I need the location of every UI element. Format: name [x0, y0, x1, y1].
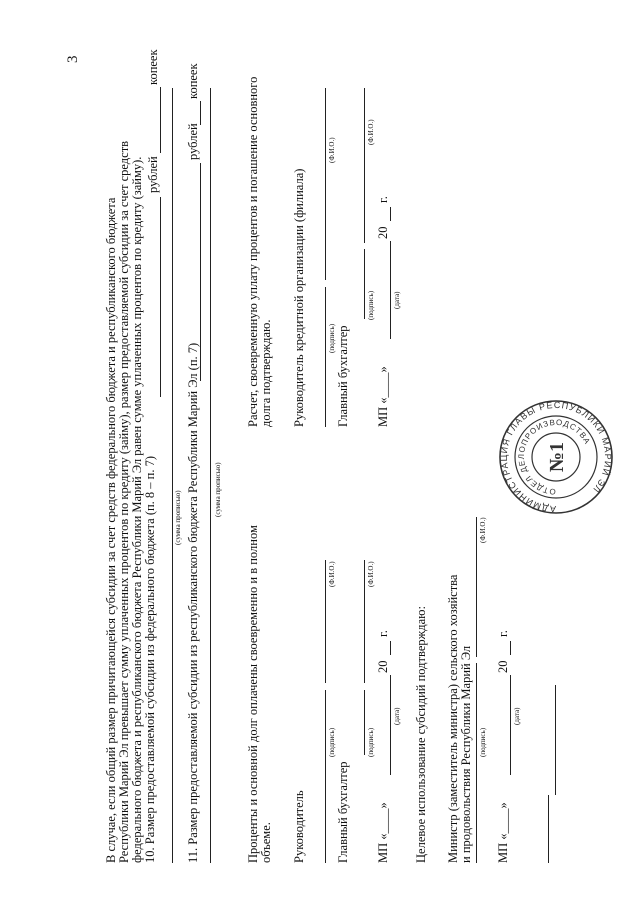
calc-line-2: долга подтверждаю.	[259, 319, 273, 427]
right-head-fio-cap: (Ф.И.О.)	[328, 137, 336, 163]
right-date-line	[390, 241, 391, 339]
stamp-number: №1	[546, 441, 568, 473]
left-year: г.	[376, 630, 390, 637]
item11-rub: рублей	[186, 123, 200, 160]
minister-fio-cap: (Ф.И.О.)	[479, 517, 487, 543]
minister-line-2: и продовольствия Республики Марий Эл	[459, 645, 473, 863]
bottom-date-line	[510, 675, 511, 775]
intro-line-1: В случае, если общий размер причитающейся субсидии за счет средств федерального бюджета и республиканского бюджета	[104, 197, 118, 863]
item10-amount-line	[160, 197, 161, 397]
left-chief-sign-cap: (подпись)	[367, 727, 375, 757]
footnote-line	[548, 795, 549, 863]
right-head-sign-line	[325, 287, 326, 427]
right-chief: Главный бухгалтер	[336, 325, 350, 427]
right-chief-fio-line	[364, 88, 365, 243]
left-head-sign-line	[325, 690, 326, 863]
left-twenty: 20	[376, 660, 390, 673]
item10-label: 10. Размер предоставляемой субсидии из федерального бюджета (п. 8 – п. 7)	[143, 455, 157, 863]
intro-line-2: Республики Марий Эл превышает сумму уплаченных процентов по кредиту (займу), размер предоставляемой субсидии за счет средств	[117, 140, 131, 863]
bottom-year: г.	[496, 630, 510, 637]
left-mp: МП «____»	[376, 802, 390, 863]
paid-line-1: Проценты и основной долг оплачены своевременно и в полном	[246, 525, 260, 863]
paid-line-2: объеме.	[259, 822, 273, 863]
minister-sign-line	[476, 663, 477, 863]
page-number: 3	[65, 55, 81, 63]
bottom-year-line	[510, 641, 511, 655]
item11-label: 11. Размер предоставляемой субсидии из республиканского бюджета Республики Марий Эл (п. 7)	[186, 342, 200, 863]
right-twenty: 20	[376, 226, 390, 239]
left-year-line	[390, 641, 391, 655]
item11-second-line	[210, 88, 211, 863]
right-year-line	[390, 207, 391, 221]
bottom-date-cap: (дата)	[513, 707, 521, 725]
item10-rub: рублей	[146, 156, 160, 193]
left-head-fio-cap: (Ф.И.О.)	[328, 561, 336, 587]
left-head-sign-cap: (подпись)	[328, 727, 336, 757]
minister-sign-cap: (подпись)	[479, 727, 487, 757]
minister-line-1: Министр (заместитель министра) сельского хозяйства	[446, 574, 460, 863]
right-mp: МП «____»	[376, 366, 390, 427]
left-date-line	[390, 675, 391, 775]
minister-fio-line	[476, 517, 477, 657]
item10-caption: (сумма прописью)	[174, 490, 182, 545]
item11-kop: копеек	[186, 63, 200, 99]
right-head: Руководитель кредитной организации (филиала)	[292, 168, 306, 427]
right-year: г.	[376, 196, 390, 203]
right-chief-fio-cap: (Ф.И.О.)	[367, 119, 375, 145]
left-chief: Главный бухгалтер	[336, 761, 350, 863]
stamp-inner-text: ОТДЕЛ ДЕЛОПРОИЗВОДСТВА	[516, 417, 593, 497]
right-chief-sign-line	[364, 249, 365, 319]
bottom-twenty: 20	[496, 660, 510, 673]
item11-amount-line	[200, 163, 201, 381]
left-chief-fio-cap: (Ф.И.О.)	[367, 561, 375, 587]
item11-caption: (сумма прописью)	[214, 462, 222, 517]
left-chief-fio-line	[364, 560, 365, 683]
item10-kop: копеек	[146, 49, 160, 85]
stamp-outer-text: АДМИНИСТРАЦИЯ ГЛАВЫ РЕСПУБЛИКИ МАРИЙ ЭЛ	[498, 399, 614, 515]
calc-line-1: Расчет, своевременную уплату процентов и погашение основного	[246, 76, 260, 427]
official-stamp	[498, 399, 614, 515]
right-head-sign-cap: (подпись)	[328, 323, 336, 353]
item10-kop-line	[160, 87, 161, 153]
item10-second-line	[172, 88, 173, 863]
item11-kop-line	[200, 101, 201, 125]
right-head-fio-line	[325, 88, 326, 280]
left-head: Руководитель	[292, 790, 306, 863]
right-chief-sign-cap: (подпись)	[367, 290, 375, 320]
left-head-fio-line	[325, 560, 326, 683]
bottom-mp: МП «____»	[496, 802, 510, 863]
footnote-line-2	[555, 685, 556, 795]
left-chief-sign-line	[364, 690, 365, 755]
left-date-cap: (дата)	[393, 707, 401, 725]
confirm-text: Целевое использование субсидий подтверждаю:	[414, 606, 428, 863]
right-date-cap: (дата)	[393, 291, 401, 309]
intro-line-3: федерального бюджета и республиканского бюджета Республики Марий Эл равен сумме уплаченных процентов по кредиту (займу).	[130, 156, 144, 863]
